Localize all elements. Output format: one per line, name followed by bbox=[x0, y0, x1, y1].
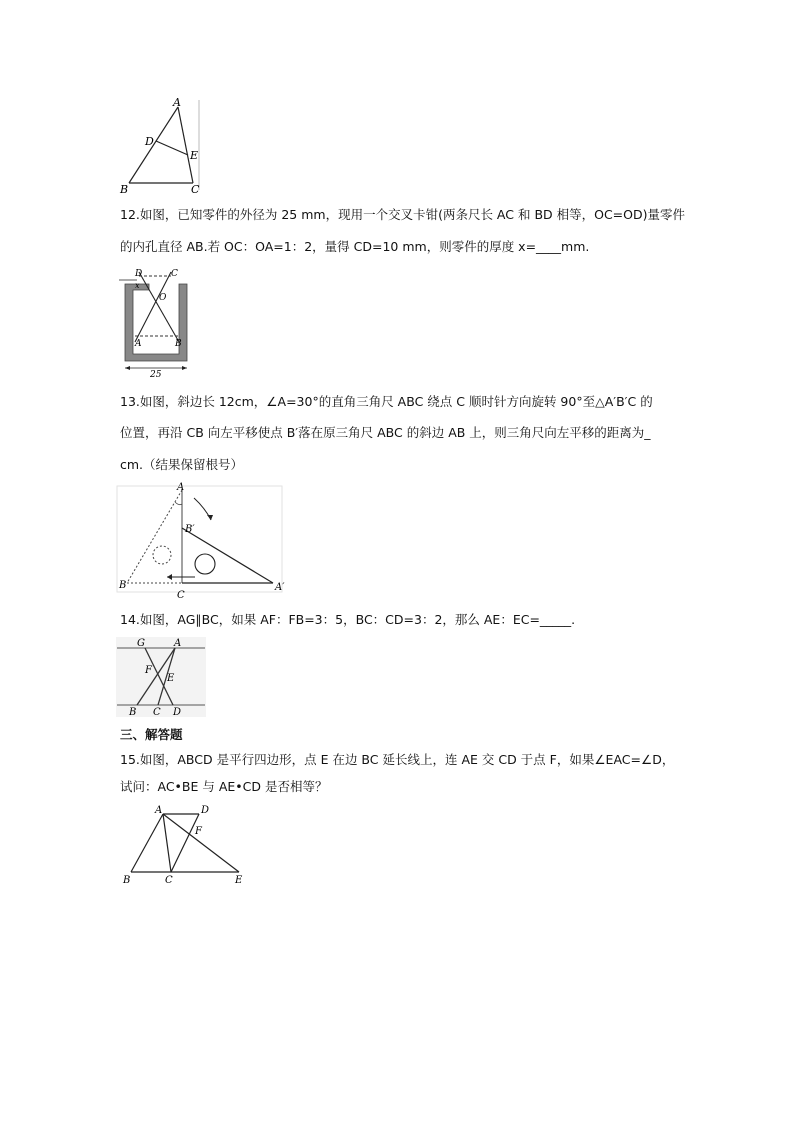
label-a: A bbox=[173, 96, 181, 109]
label-d: D bbox=[201, 805, 210, 816]
q13-line-2: 位置，再沿 CB 向左平移使点 B′落在原三角尺 ABC 的斜边 AB 上，则三角尺向左平移的距离为_ bbox=[120, 425, 651, 440]
figure-q12 bbox=[115, 266, 195, 378]
label-d: D bbox=[173, 707, 182, 718]
label-e: E bbox=[235, 875, 243, 886]
label-bp: B′ bbox=[185, 524, 195, 535]
label-a: A bbox=[174, 638, 182, 649]
label-b: B bbox=[123, 875, 131, 886]
q14-line-1: 14.如图，AG∥BC，如果 AF：FB=3：5，BC：CD=3：2，那么 AE：EC=_____. bbox=[120, 612, 576, 627]
figure-q14 bbox=[115, 635, 210, 720]
label-a: A bbox=[177, 482, 185, 493]
q12-line-1: 12.如图，已知零件的外径为 25 mm，现用一个交叉卡钳(两条尺长 AC 和 BD 相等，OC=OD)量零件 bbox=[120, 207, 685, 222]
label-b: B bbox=[120, 183, 129, 195]
label-f: F bbox=[145, 665, 152, 676]
label-b: B bbox=[119, 580, 127, 591]
q15-line-1: 15.如图，ABCD 是平行四边形，点 E 在边 BC 延长线上，连 AE 交 CD 于点 F，如果∠EAC=∠D， bbox=[120, 752, 675, 767]
section-title: 三、解答题 bbox=[120, 727, 183, 742]
label-x: x bbox=[135, 281, 140, 290]
label-f: F bbox=[195, 826, 202, 837]
label-a: A bbox=[135, 339, 142, 349]
figure-q15 bbox=[115, 802, 250, 887]
label-g: G bbox=[137, 638, 145, 649]
q12-line-2: 的内孔直径 AB.若 OC：OA=1：2，量得 CD=10 mm，则零件的厚度 x=____mm. bbox=[120, 239, 590, 254]
label-d: D bbox=[135, 269, 143, 279]
label-o: O bbox=[159, 293, 167, 303]
figure-q11 bbox=[115, 95, 210, 195]
dimension-label: 25 bbox=[150, 370, 162, 378]
label-c: C bbox=[165, 875, 173, 886]
label-ap: A′ bbox=[275, 582, 285, 593]
label-e: E bbox=[167, 673, 175, 684]
q13-line-1: 13.如图，斜边长 12cm，∠A=30°的直角三角尺 ABC 绕点 C 顺时针方向旋转 90°至△A′B′C 的 bbox=[120, 394, 653, 409]
label-e: E bbox=[190, 149, 199, 162]
q15-line-2: 试问：AC•BE 与 AE•CD 是否相等？ bbox=[120, 779, 328, 794]
label-a: A bbox=[155, 805, 163, 816]
q13-line-3: cm.（结果保留根号） bbox=[120, 457, 244, 472]
label-c: C bbox=[191, 183, 200, 195]
label-c: C bbox=[153, 707, 161, 718]
label-b: B bbox=[129, 707, 137, 718]
figure-q13 bbox=[115, 480, 295, 600]
label-c: C bbox=[171, 269, 178, 279]
label-c: C bbox=[177, 590, 185, 600]
label-d: D bbox=[145, 135, 154, 148]
label-b: B bbox=[175, 339, 182, 349]
